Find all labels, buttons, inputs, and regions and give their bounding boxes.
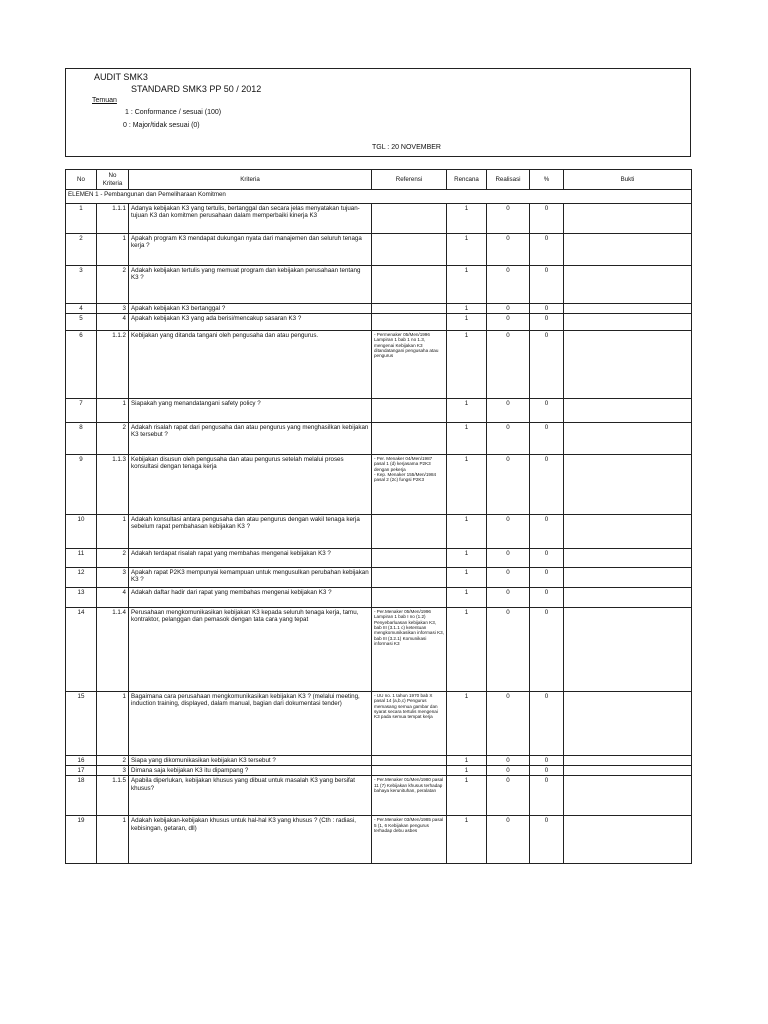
table-row <box>66 549 692 568</box>
col-header-realisasi: Realisasi <box>487 170 530 190</box>
row-kriteria: Adakah kebijakan-kebijakan khusus untuk hal-hal K3 yang khusus ? (Cth : radiasi, kebisingan, getaran, dll) <box>129 816 372 864</box>
row-no: 12 <box>66 568 97 588</box>
col-header-bukti: Bukti <box>564 170 692 190</box>
row-no: 16 <box>66 756 97 766</box>
row-no-kriteria: 3 <box>97 568 129 588</box>
table-row <box>66 515 692 549</box>
col-header-percent: % <box>530 170 564 190</box>
row-rencana: 1 <box>447 692 487 756</box>
row-realisasi: 0 <box>487 776 530 816</box>
row-realisasi: 0 <box>487 455 530 515</box>
row-bukti <box>564 515 692 549</box>
row-percent: 0 <box>530 266 564 304</box>
row-rencana: 1 <box>447 756 487 766</box>
row-rencana: 1 <box>447 399 487 423</box>
row-referensi <box>372 314 447 331</box>
row-referensi: - Per.Menaker 01/Men/1980 pasal 11 (7) Kebijakan khusus terhadap bahaya kerunituhan, peralatan <box>372 776 447 816</box>
row-rencana: 1 <box>447 304 487 314</box>
table-row <box>66 234 692 266</box>
row-referensi <box>372 204 447 234</box>
row-bukti <box>564 266 692 304</box>
row-bukti <box>564 816 692 864</box>
row-kriteria: Adakah kebijakan tertulis yang memuat program dan kebijakan perusahaan tentang K3 ? <box>129 266 372 304</box>
table-header-row <box>66 170 692 190</box>
row-bukti <box>564 692 692 756</box>
row-kriteria: Kebijakan yang ditanda tangani oleh pengusaha dan atau pengurus. <box>129 331 372 399</box>
table-row <box>66 304 692 314</box>
row-bukti <box>564 234 692 266</box>
row-bukti <box>564 423 692 455</box>
row-percent: 0 <box>530 549 564 568</box>
row-no-kriteria: 1.1.1 <box>97 204 129 234</box>
row-realisasi: 0 <box>487 314 530 331</box>
row-rencana: 1 <box>447 568 487 588</box>
row-bukti <box>564 766 692 776</box>
row-kriteria: Perusahaan mengkomunikasikan kebijakan K3 kepada seluruh tenaga kerja, tamu, kontraktor, pelanggan dan pemasok dengan tata cara yang tepat <box>129 608 372 692</box>
row-no-kriteria: 2 <box>97 423 129 455</box>
row-percent: 0 <box>530 331 564 399</box>
table-row <box>66 423 692 455</box>
table-row <box>66 692 692 756</box>
row-referensi: - Per.Menaker 05/Men/1996 Lampiran 1 bab I no (1.2) Penyebarluasan kebijakan K3, bab III (3.1.1 c) ketentuan mengkomunikasikan informasi K3, bab III (3.2.1) Komunikasi informasi K3 <box>372 608 447 692</box>
table-row <box>66 568 692 588</box>
row-referensi <box>372 549 447 568</box>
row-percent: 0 <box>530 756 564 766</box>
table-row <box>66 776 692 816</box>
row-percent: 0 <box>530 588 564 608</box>
row-rencana: 1 <box>447 331 487 399</box>
row-bukti <box>564 399 692 423</box>
row-realisasi: 0 <box>487 588 530 608</box>
row-bukti <box>564 549 692 568</box>
row-percent: 0 <box>530 234 564 266</box>
row-referensi <box>372 234 447 266</box>
row-kriteria: Apakah program K3 mendapat dukungan nyata dari manajemen dan seluruh tenaga kerja ? <box>129 234 372 266</box>
row-no-kriteria: 1 <box>97 692 129 756</box>
row-rencana: 1 <box>447 234 487 266</box>
row-bukti <box>564 608 692 692</box>
row-referensi <box>372 399 447 423</box>
table-row <box>66 331 692 399</box>
row-percent: 0 <box>530 776 564 816</box>
row-rencana: 1 <box>447 515 487 549</box>
row-realisasi: 0 <box>487 304 530 314</box>
table-row <box>66 314 692 331</box>
row-bukti <box>564 568 692 588</box>
row-realisasi: 0 <box>487 234 530 266</box>
row-no-kriteria: 1.1.3 <box>97 455 129 515</box>
row-no-kriteria: 4 <box>97 314 129 331</box>
row-no-kriteria: 1.1.2 <box>97 331 129 399</box>
row-percent: 0 <box>530 304 564 314</box>
row-no-kriteria: 1 <box>97 234 129 266</box>
table-row <box>66 399 692 423</box>
row-realisasi: 0 <box>487 423 530 455</box>
row-referensi: - Permenaker 05/Men/1996 Lampiran 1 bab 1 no 1.3, mengenai Kebijakan K3 ditandatangani pengusaha atau pengurus <box>372 331 447 399</box>
row-no: 13 <box>66 588 97 608</box>
row-kriteria: Apakah kebijakan K3 yang ada berisi/mencakup sasaran K3 ? <box>129 314 372 331</box>
row-bukti <box>564 304 692 314</box>
row-no: 14 <box>66 608 97 692</box>
standard-label: STANDARD SMK3 PP 50 / 2012 <box>131 84 262 94</box>
row-no: 7 <box>66 399 97 423</box>
audit-title: AUDIT SMK3 <box>94 72 148 82</box>
row-bukti <box>564 204 692 234</box>
temuan-label: Temuan <box>92 97 117 104</box>
row-bukti <box>564 331 692 399</box>
row-kriteria: Apabila diperlukan, kebijakan khusus yang dibuat untuk masalah K3 yang bersifat khusus? <box>129 776 372 816</box>
row-rencana: 1 <box>447 816 487 864</box>
row-referensi <box>372 266 447 304</box>
elemen-title: ELEMEN 1 - Pembangunan dan Pemeliharaan Komitmen <box>66 190 692 204</box>
row-kriteria: Adakah daftar hadir dari rapat yang membahas mengenai kebijakan K3 ? <box>129 588 372 608</box>
row-referensi: - Per.Menaker 03/Men/1985 pasal 5 (1, 6 Kebijakan pengurus terhadap debu asbes <box>372 816 447 864</box>
row-no-kriteria: 1 <box>97 399 129 423</box>
row-no: 18 <box>66 776 97 816</box>
table-row <box>66 266 692 304</box>
row-no: 8 <box>66 423 97 455</box>
row-percent: 0 <box>530 608 564 692</box>
row-kriteria: Adakah risalah rapat dari pengusaha dan atau pengurus yang menghasilkan kebijakan K3 tersebut ? <box>129 423 372 455</box>
row-rencana: 1 <box>447 608 487 692</box>
audit-header <box>65 68 691 157</box>
row-no: 19 <box>66 816 97 864</box>
row-realisasi: 0 <box>487 608 530 692</box>
row-referensi <box>372 304 447 314</box>
row-no: 11 <box>66 549 97 568</box>
row-realisasi: 0 <box>487 692 530 756</box>
row-kriteria: Kebijakan disusun oleh pengusaha dan atau pengurus setelah melalui proses konsultasi dengan tenaga kerja <box>129 455 372 515</box>
row-percent: 0 <box>530 204 564 234</box>
row-percent: 0 <box>530 423 564 455</box>
row-realisasi: 0 <box>487 331 530 399</box>
row-no: 17 <box>66 766 97 776</box>
row-realisasi: 0 <box>487 515 530 549</box>
row-referensi <box>372 423 447 455</box>
row-realisasi: 0 <box>487 756 530 766</box>
row-no-kriteria: 1.1.4 <box>97 608 129 692</box>
code-major: 0 : Major/tidak sesuai (0) <box>123 122 200 129</box>
row-referensi <box>372 568 447 588</box>
row-rencana: 1 <box>447 766 487 776</box>
code-conformance: 1 : Conformance / sesuai (100) <box>125 109 222 116</box>
row-realisasi: 0 <box>487 266 530 304</box>
row-no: 15 <box>66 692 97 756</box>
col-header-kriteria: Kriteria <box>129 170 372 190</box>
row-realisasi: 0 <box>487 766 530 776</box>
row-referensi <box>372 766 447 776</box>
row-rencana: 1 <box>447 455 487 515</box>
elemen-row <box>66 190 692 204</box>
row-no-kriteria: 4 <box>97 588 129 608</box>
row-referensi <box>372 756 447 766</box>
row-rencana: 1 <box>447 549 487 568</box>
row-no: 9 <box>66 455 97 515</box>
row-bukti <box>564 588 692 608</box>
table-row <box>66 588 692 608</box>
row-rencana: 1 <box>447 776 487 816</box>
row-kriteria: Dimana saja kebijakan K3 itu dipampang ? <box>129 766 372 776</box>
row-percent: 0 <box>530 568 564 588</box>
row-no: 6 <box>66 331 97 399</box>
row-percent: 0 <box>530 766 564 776</box>
row-no: 1 <box>66 204 97 234</box>
row-no: 10 <box>66 515 97 549</box>
row-percent: 0 <box>530 399 564 423</box>
row-realisasi: 0 <box>487 549 530 568</box>
row-percent: 0 <box>530 455 564 515</box>
table-row <box>66 455 692 515</box>
audit-table <box>65 169 692 864</box>
row-bukti <box>564 776 692 816</box>
row-referensi <box>372 515 447 549</box>
table-row <box>66 816 692 864</box>
row-referensi: - UU no. 1 tahun 1970 bab X pasal 14 (a,b,c) Pengurus memasang semua gambar dan syarat secara tertulis mengenai K3 pada semua tempat kerja <box>372 692 447 756</box>
row-percent: 0 <box>530 692 564 756</box>
row-percent: 0 <box>530 816 564 864</box>
row-no: 4 <box>66 304 97 314</box>
row-no: 5 <box>66 314 97 331</box>
row-bukti <box>564 314 692 331</box>
row-no: 2 <box>66 234 97 266</box>
row-kriteria: Adakah terdapat risalah rapat yang membahas mengenai kebijakan K3 ? <box>129 549 372 568</box>
row-realisasi: 0 <box>487 204 530 234</box>
row-referensi: - Per. Menaker 04/Men/1987 pasal 1 (d) kerjasama P2K3 dengan pekerja - Kep. Menaker 155/Men/1984 pasal 2 (2c) fungsi P2K3 <box>372 455 447 515</box>
row-bukti <box>564 455 692 515</box>
row-no-kriteria: 2 <box>97 756 129 766</box>
row-kriteria: Siapakah yang menandatangani safety policy ? <box>129 399 372 423</box>
row-no-kriteria: 3 <box>97 766 129 776</box>
col-header-referensi: Referensi <box>372 170 447 190</box>
row-rencana: 1 <box>447 266 487 304</box>
row-no-kriteria: 2 <box>97 266 129 304</box>
row-kriteria: Apakah rapat P2K3 mempunyai kemampuan untuk mengusulkan perubahan kebijakan K3 ? <box>129 568 372 588</box>
row-percent: 0 <box>530 314 564 331</box>
row-kriteria: Adakah konsultasi antara pengusaha dan atau pengurus dengan wakil tenaga kerja sebelum rapat pembahasan kebijakan K3 ? <box>129 515 372 549</box>
row-no-kriteria: 2 <box>97 549 129 568</box>
row-kriteria: Adanya kebijakan K3 yang tertulis, bertanggal dan secara jelas menyatakan tujuan-tujuan K3 dan komitmen perusahaan dalam memperbaiki kinerja K3 <box>129 204 372 234</box>
row-kriteria: Siapa yang dikomunikasikan kebijakan K3 tersebut ? <box>129 756 372 766</box>
col-header-no: No <box>66 170 97 190</box>
table-row <box>66 756 692 766</box>
row-no-kriteria: 1 <box>97 515 129 549</box>
table-row <box>66 608 692 692</box>
col-header-no-kriteria: No Kriteria <box>97 170 129 190</box>
row-referensi <box>372 588 447 608</box>
row-rencana: 1 <box>447 204 487 234</box>
row-kriteria: Apakah kebijakan K3 bertanggal ? <box>129 304 372 314</box>
table-row <box>66 204 692 234</box>
row-realisasi: 0 <box>487 568 530 588</box>
table-row <box>66 766 692 776</box>
row-no: 3 <box>66 266 97 304</box>
row-kriteria: Bagaimana cara perusahaan mengkomunikasikan kebijakan K3 ? (melalui meeting, induction training, displayed, dalam manual, bagian dari dokumentasi tender) <box>129 692 372 756</box>
row-percent: 0 <box>530 515 564 549</box>
col-header-rencana: Rencana <box>447 170 487 190</box>
row-no-kriteria: 1.1.5 <box>97 776 129 816</box>
row-realisasi: 0 <box>487 399 530 423</box>
row-rencana: 1 <box>447 588 487 608</box>
row-rencana: 1 <box>447 314 487 331</box>
row-no-kriteria: 3 <box>97 304 129 314</box>
row-realisasi: 0 <box>487 816 530 864</box>
row-bukti <box>564 756 692 766</box>
row-rencana: 1 <box>447 423 487 455</box>
date-label: TGL : 20 NOVEMBER <box>372 144 441 151</box>
row-no-kriteria: 1 <box>97 816 129 864</box>
